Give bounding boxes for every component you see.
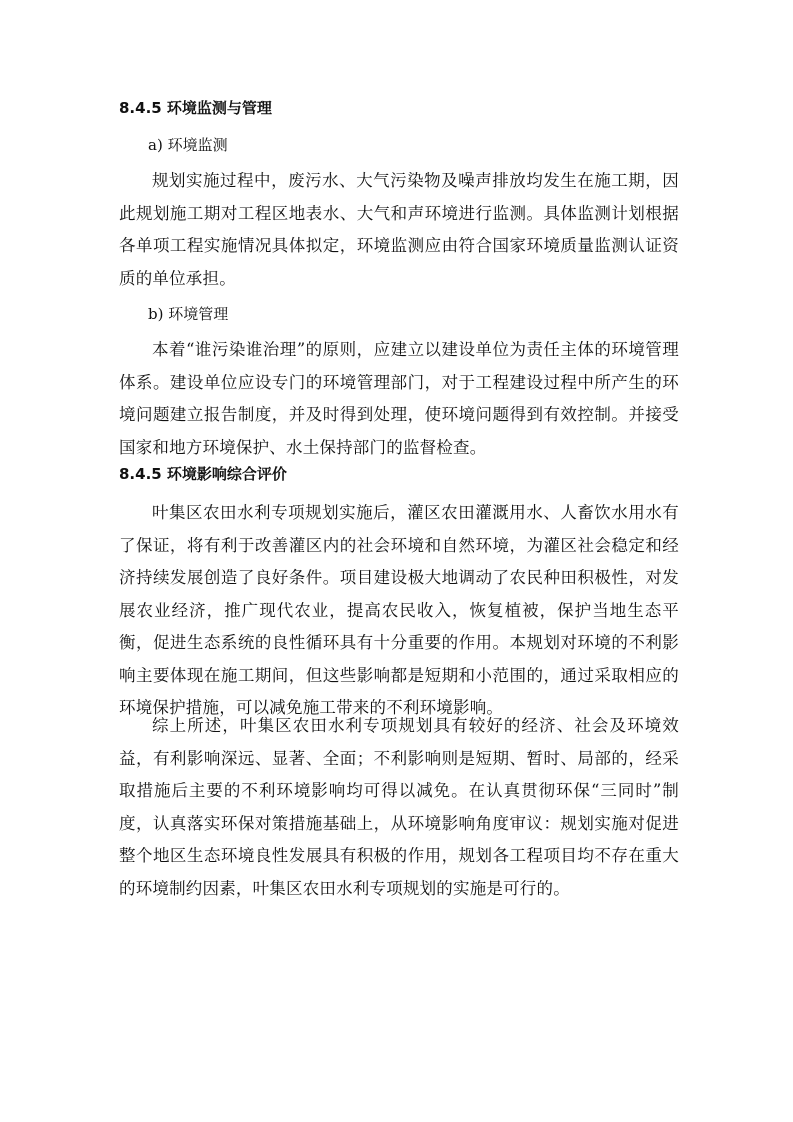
section-heading-impact-assessment: 8.4.5 环境影响综合评价 <box>119 465 287 483</box>
paragraph-impact-1: 叶集区农田水利专项规划实施后，灌区农田灌溉用水、人畜饮水用水有了保证，将有利于改善灌区内的社会环境和自然环境，为灌区社会稳定和经济持续发展创造了良好条件。项目建设极大地调动了农民种田积极性，对发展农业经济，推广现代农业，提高农民收入，恢复植被，保护当地生态平衡，促进生态系统的良性循环具有十分重要的作用。本规划对环境的不利影响主要体现在施工期间，但这些影响都是短期和小范围的，通过采取相应的环境保护措施，可以减免施工带来的不利环境影响。 <box>119 503 679 717</box>
subsection-title-monitoring: a) 环境监测 <box>148 136 228 154</box>
paragraph-management: 本着“谁污染谁治理”的原则，应建立以建设单位为责任主体的环境管理体系。建设单位应设专门的环境管理部门，对于工程建设过程中所产生的环境问题建立报告制度，并及时得到处理，使环境问题得到有效控制。并接受国家和地方环境保护、水土保持部门的监督检查。 <box>119 340 679 457</box>
paragraph-impact-2: 综上所述，叶集区农田水利专项规划具有较好的经济、社会及环境效益，有利影响深远、显著、全面；不利影响则是短期、暂时、局部的，经采取措施后主要的不利环境影响均可得以减免。在认真贯彻环保“三同时”制度，认真落实环保对策措施基础上，从环境影响角度审议：规划实施对促进整个地区生态环境良性发展具有积极的作用，规划各工程项目均不存在重大的环境制约因素，叶集区农田水利专项规划的实施是可行的。 <box>119 716 679 898</box>
subsection-title-management: b) 环境管理 <box>148 305 229 323</box>
paragraph-monitoring: 规划实施过程中，废污水、大气污染物及噪声排放均发生在施工期，因此规划施工期对工程区地表水、大气和声环境进行监测。具体监测计划根据各单项工程实施情况具体拟定，环境监测应由符合国家环境质量监测认证资质的单位承担。 <box>119 171 679 288</box>
section-heading-monitoring-management: 8.4.5 环境监测与管理 <box>119 99 272 117</box>
